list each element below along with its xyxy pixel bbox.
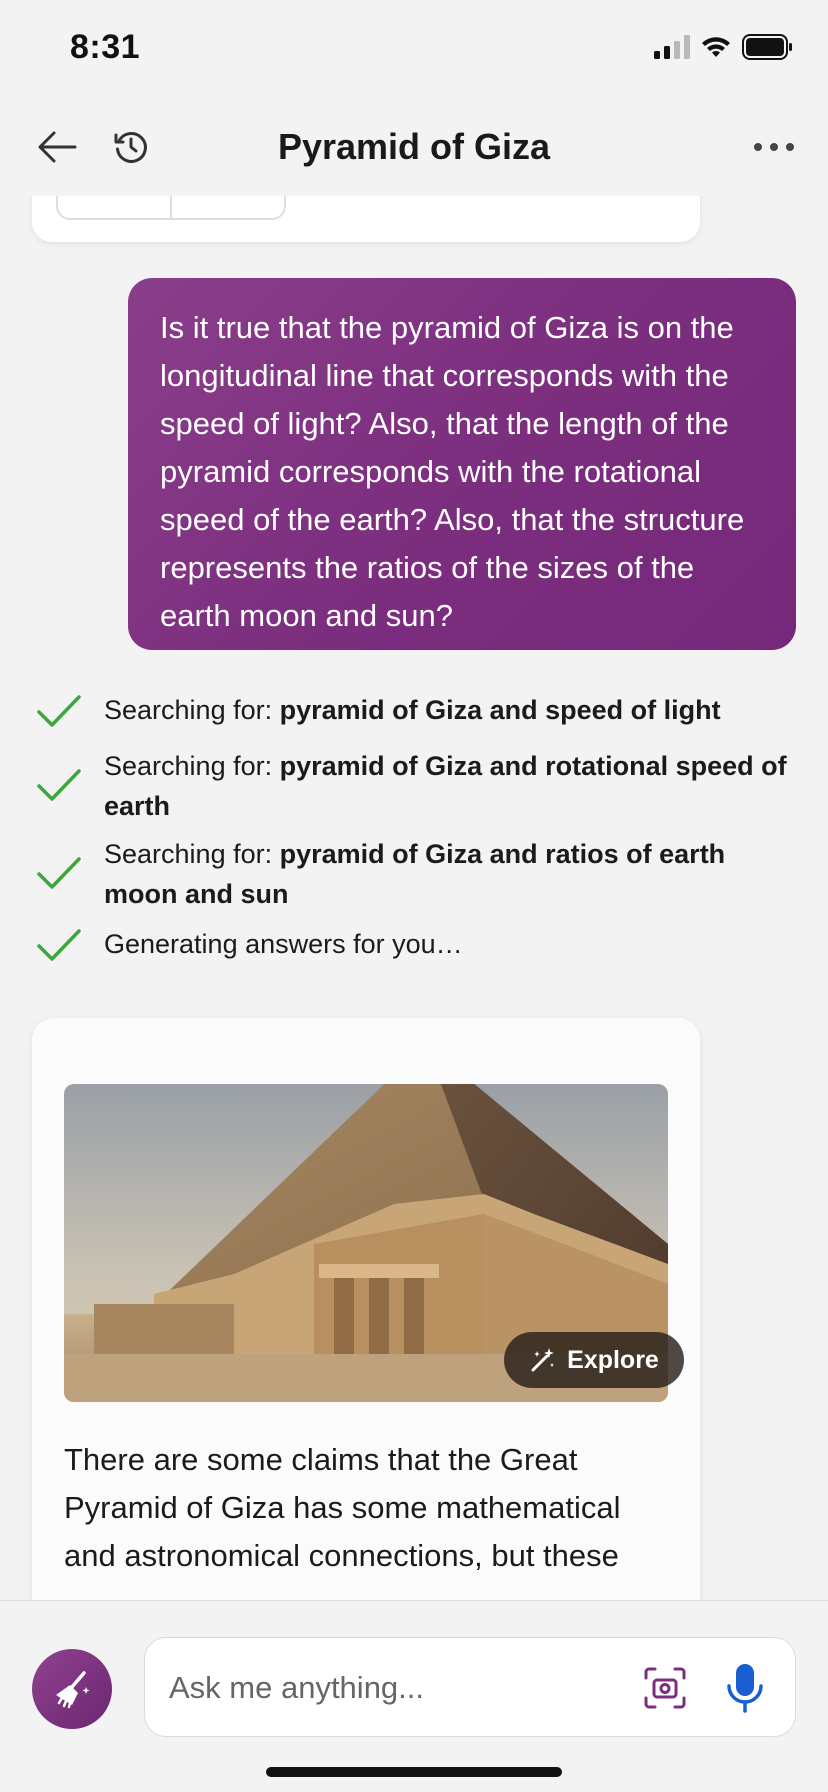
ask-input[interactable] xyxy=(169,1664,589,1712)
user-message-text: Is it true that the pyramid of Giza is on the longitudinal line that corresponds with the speed of light? Also, that the length of the pyramid corresponds with the rotational speed of the earth? Also, that the structure represents the ratios of the sizes of the earth moon and sun? xyxy=(160,310,745,633)
search-step xyxy=(32,834,802,914)
step-prefix: Searching for: xyxy=(104,695,280,725)
explore-button[interactable] xyxy=(504,1332,684,1388)
search-step xyxy=(32,690,802,742)
previous-response-actions xyxy=(56,196,286,220)
status-bar xyxy=(0,0,828,100)
feedback-action[interactable] xyxy=(58,196,172,218)
search-progress-list xyxy=(32,690,802,970)
step-query: pyramid of Giza and ratios of earth moon and sun xyxy=(104,839,726,909)
copy-action[interactable] xyxy=(172,196,284,218)
step-prefix: Searching for: xyxy=(104,751,280,781)
step-query: pyramid of Giza and speed of light xyxy=(279,695,721,725)
more-dots-icon xyxy=(753,142,795,152)
camera-search-icon[interactable] xyxy=(643,1666,687,1710)
explore-label: Explore xyxy=(567,1345,659,1374)
step-prefix: Searching for: xyxy=(104,839,280,869)
battery-icon xyxy=(742,34,794,60)
checkmark-icon xyxy=(36,694,82,730)
page-title: Pyramid of Giza xyxy=(277,126,551,167)
composer-bar xyxy=(0,1600,828,1792)
checkmark-icon xyxy=(36,928,82,964)
microphone-icon[interactable] xyxy=(723,1662,767,1714)
checkmark-icon xyxy=(36,768,82,804)
user-message-bubble xyxy=(128,278,796,650)
answer-text: There are some claims that the Great Pyramid of Giza has some mathematical and astronomical connections, but these xyxy=(64,1442,621,1573)
nav-bar xyxy=(0,100,828,196)
conversation-scroll[interactable] xyxy=(0,196,828,1600)
status-icons xyxy=(654,34,794,60)
more-options-button[interactable] xyxy=(744,122,804,172)
search-step xyxy=(32,924,802,970)
status-time: 8:31 xyxy=(70,28,141,66)
previous-response-card xyxy=(32,196,700,242)
answer-card xyxy=(32,1018,700,1600)
ask-input-container[interactable] xyxy=(144,1637,796,1737)
home-indicator xyxy=(266,1767,562,1777)
checkmark-icon xyxy=(36,856,82,892)
step-prefix: Generating answers for you… xyxy=(104,929,463,959)
pyramid-image[interactable] xyxy=(64,1084,668,1402)
search-step xyxy=(32,746,802,826)
wifi-icon xyxy=(700,35,732,59)
broom-icon xyxy=(50,1667,94,1711)
signal-icon xyxy=(654,35,690,59)
magic-wand-icon xyxy=(529,1346,557,1374)
step-query: pyramid of Giza and rotational speed of earth xyxy=(104,751,787,821)
new-topic-button[interactable] xyxy=(32,1649,112,1729)
